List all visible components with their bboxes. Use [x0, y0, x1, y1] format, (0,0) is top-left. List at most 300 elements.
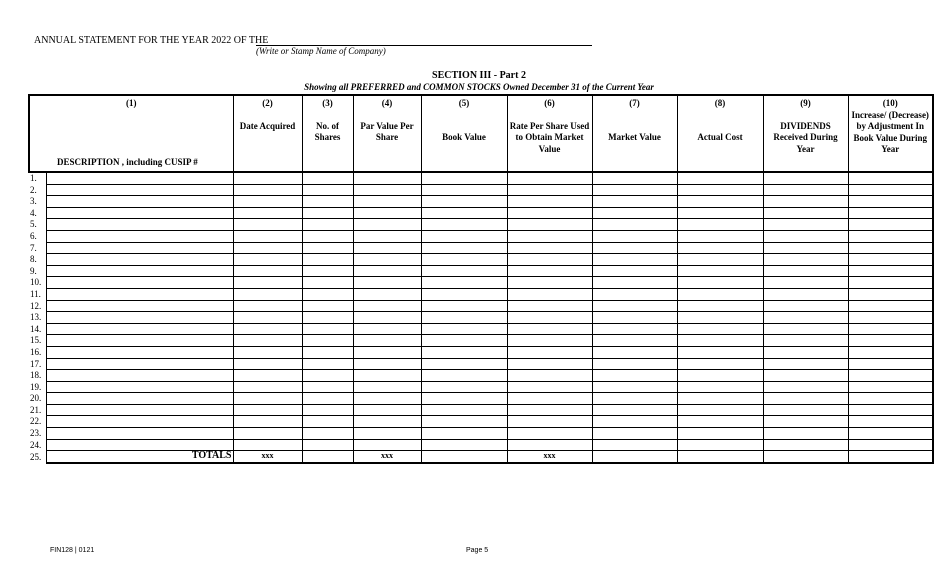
description-cell[interactable]	[46, 439, 233, 451]
no-of-shares-cell[interactable]	[302, 254, 353, 266]
column-number: (9)	[800, 98, 811, 108]
book-value-cell[interactable]	[421, 404, 507, 416]
increase-decrease-cell[interactable]	[848, 207, 933, 219]
row-number: 10.	[29, 277, 46, 289]
market-value-cell[interactable]	[592, 381, 677, 393]
date-acquired-cell[interactable]	[233, 370, 302, 382]
book-value-cell[interactable]	[421, 439, 507, 451]
dividends-cell[interactable]	[763, 312, 848, 324]
row-number: 5.	[29, 219, 46, 231]
no-of-shares-cell[interactable]	[302, 323, 353, 335]
increase-decrease-cell[interactable]	[848, 416, 933, 428]
row-number: 13.	[29, 312, 46, 324]
column-label: Par Value Per Share	[360, 120, 414, 142]
book-value-cell[interactable]	[421, 323, 507, 335]
increase-decrease-cell[interactable]	[848, 393, 933, 405]
dividends-cell[interactable]	[763, 184, 848, 196]
column-label: Actual Cost	[697, 131, 743, 142]
description-cell[interactable]	[46, 172, 233, 184]
increase-decrease-cell[interactable]	[848, 335, 933, 347]
increase-decrease-cell[interactable]	[848, 196, 933, 208]
dividends-cell[interactable]	[763, 254, 848, 266]
rate-per-share-cell[interactable]	[507, 219, 592, 231]
no-of-shares-cell[interactable]	[302, 277, 353, 289]
market-value-cell[interactable]	[592, 358, 677, 370]
table-row	[29, 393, 933, 405]
table-row	[29, 404, 933, 416]
increase-decrease-cell[interactable]	[848, 346, 933, 358]
table-row	[29, 230, 933, 242]
description-cell[interactable]	[46, 312, 233, 324]
no-of-shares-cell[interactable]	[302, 416, 353, 428]
description-cell[interactable]	[46, 265, 233, 277]
row-number: 14.	[29, 323, 46, 335]
rate-per-share-cell[interactable]	[507, 300, 592, 312]
market-value-cell[interactable]	[592, 300, 677, 312]
company-name-note: (Write or Stamp Name of Company)	[256, 46, 386, 56]
description-cell[interactable]	[46, 370, 233, 382]
description-cell[interactable]	[46, 196, 233, 208]
rate-per-share-cell[interactable]	[507, 358, 592, 370]
row-number: 7.	[29, 242, 46, 254]
no-of-shares-cell[interactable]	[302, 358, 353, 370]
no-of-shares-cell[interactable]	[302, 404, 353, 416]
par-value-cell[interactable]	[353, 207, 421, 219]
actual-cost-cell[interactable]	[677, 230, 763, 242]
dividends-cell[interactable]	[763, 428, 848, 440]
par-value-cell[interactable]	[353, 393, 421, 405]
column-number: (8)	[714, 98, 726, 108]
description-cell[interactable]	[46, 300, 233, 312]
actual-cost-cell[interactable]	[677, 404, 763, 416]
date-acquired-cell[interactable]	[233, 358, 302, 370]
book-value-cell[interactable]	[421, 416, 507, 428]
no-of-shares-cell[interactable]	[302, 184, 353, 196]
increase-decrease-cell[interactable]	[848, 358, 933, 370]
rate-per-share-cell[interactable]	[507, 254, 592, 266]
par-value-cell[interactable]	[353, 230, 421, 242]
actual-cost-cell[interactable]	[677, 265, 763, 277]
market-value-cell[interactable]	[592, 277, 677, 289]
actual-cost-cell[interactable]	[677, 172, 763, 184]
increase-decrease-cell[interactable]	[848, 172, 933, 184]
column-number: (7)	[629, 98, 640, 108]
market-value-cell[interactable]	[592, 207, 677, 219]
table-row	[29, 196, 933, 208]
totals-date-acquired: xxx	[233, 451, 302, 463]
row-number: 11.	[29, 288, 46, 300]
date-acquired-cell[interactable]	[233, 404, 302, 416]
par-value-cell[interactable]	[353, 416, 421, 428]
par-value-cell[interactable]	[353, 323, 421, 335]
book-value-cell[interactable]	[421, 428, 507, 440]
increase-decrease-cell[interactable]	[848, 312, 933, 324]
description-cell[interactable]	[46, 288, 233, 300]
increase-decrease-cell[interactable]	[848, 265, 933, 277]
actual-cost-cell[interactable]	[677, 393, 763, 405]
rate-per-share-cell[interactable]	[507, 381, 592, 393]
rate-per-share-cell[interactable]	[507, 370, 592, 382]
par-value-cell[interactable]	[353, 277, 421, 289]
totals-increase-decrease[interactable]	[848, 451, 933, 463]
market-value-cell[interactable]	[592, 393, 677, 405]
market-value-cell[interactable]	[592, 242, 677, 254]
stocks-table	[28, 94, 934, 464]
book-value-cell[interactable]	[421, 288, 507, 300]
par-value-cell[interactable]	[353, 358, 421, 370]
description-cell[interactable]	[46, 323, 233, 335]
description-cell[interactable]	[46, 277, 233, 289]
par-value-cell[interactable]	[353, 346, 421, 358]
date-acquired-cell[interactable]	[233, 196, 302, 208]
par-value-cell[interactable]	[353, 172, 421, 184]
table-row	[29, 439, 933, 451]
description-cell[interactable]	[46, 254, 233, 266]
rate-per-share-cell[interactable]	[507, 346, 592, 358]
rate-per-share-cell[interactable]	[507, 265, 592, 277]
book-value-cell[interactable]	[421, 219, 507, 231]
market-value-cell[interactable]	[592, 288, 677, 300]
actual-cost-cell[interactable]	[677, 323, 763, 335]
increase-decrease-cell[interactable]	[848, 242, 933, 254]
row-number: 18.	[29, 370, 46, 382]
table-row	[29, 416, 933, 428]
dividends-cell[interactable]	[763, 242, 848, 254]
row-number: 19.	[29, 381, 46, 393]
actual-cost-cell[interactable]	[677, 370, 763, 382]
column-label: DESCRIPTION , including CUSIP #	[57, 156, 198, 167]
page-number: Page 5	[466, 547, 489, 554]
par-value-cell[interactable]	[353, 370, 421, 382]
rate-per-share-cell[interactable]	[507, 207, 592, 219]
increase-decrease-cell[interactable]	[848, 184, 933, 196]
rate-per-share-cell[interactable]	[507, 323, 592, 335]
description-cell[interactable]	[46, 428, 233, 440]
description-cell[interactable]	[46, 230, 233, 242]
column-number: (5)	[458, 98, 470, 108]
date-acquired-cell[interactable]	[233, 207, 302, 219]
book-value-cell[interactable]	[421, 346, 507, 358]
no-of-shares-cell[interactable]	[302, 219, 353, 231]
description-cell[interactable]	[46, 416, 233, 428]
dividends-cell[interactable]	[763, 277, 848, 289]
totals-no-of-shares[interactable]	[302, 451, 353, 463]
dividends-cell[interactable]	[763, 393, 848, 405]
book-value-cell[interactable]	[421, 381, 507, 393]
market-value-cell[interactable]	[592, 172, 677, 184]
date-acquired-cell[interactable]	[233, 242, 302, 254]
market-value-cell[interactable]	[592, 312, 677, 324]
column-number: (2)	[262, 98, 273, 108]
table-row	[29, 254, 933, 266]
increase-decrease-cell[interactable]	[848, 300, 933, 312]
dividends-cell[interactable]	[763, 219, 848, 231]
actual-cost-cell[interactable]	[677, 428, 763, 440]
column-header-no-of-shares	[302, 95, 353, 172]
actual-cost-cell[interactable]	[677, 346, 763, 358]
rate-per-share-cell[interactable]	[507, 335, 592, 347]
table-header-row	[29, 95, 933, 172]
actual-cost-cell[interactable]	[677, 277, 763, 289]
book-value-cell[interactable]	[421, 335, 507, 347]
par-value-cell[interactable]	[353, 265, 421, 277]
date-acquired-cell[interactable]	[233, 172, 302, 184]
rate-per-share-cell[interactable]	[507, 277, 592, 289]
column-label: No. of Shares	[314, 120, 341, 142]
market-value-cell[interactable]	[592, 254, 677, 266]
column-number: (4)	[381, 98, 393, 108]
par-value-cell[interactable]	[353, 312, 421, 324]
no-of-shares-cell[interactable]	[302, 428, 353, 440]
description-cell[interactable]	[46, 184, 233, 196]
book-value-cell[interactable]	[421, 277, 507, 289]
par-value-cell[interactable]	[353, 428, 421, 440]
increase-decrease-cell[interactable]	[848, 428, 933, 440]
par-value-cell[interactable]	[353, 381, 421, 393]
totals-book-value[interactable]	[421, 451, 507, 463]
market-value-cell[interactable]	[592, 428, 677, 440]
dividends-cell[interactable]	[763, 346, 848, 358]
rate-per-share-cell[interactable]	[507, 416, 592, 428]
market-value-cell[interactable]	[592, 265, 677, 277]
date-acquired-cell[interactable]	[233, 184, 302, 196]
date-acquired-cell[interactable]	[233, 300, 302, 312]
par-value-cell[interactable]	[353, 439, 421, 451]
no-of-shares-cell[interactable]	[302, 230, 353, 242]
rate-per-share-cell[interactable]	[507, 184, 592, 196]
row-number: 22.	[29, 416, 46, 428]
actual-cost-cell[interactable]	[677, 439, 763, 451]
no-of-shares-cell[interactable]	[302, 370, 353, 382]
dividends-cell[interactable]	[763, 381, 848, 393]
column-label: Increase/ (Decrease) by Adjustment In Book Value During Year	[851, 109, 929, 154]
dividends-cell[interactable]	[763, 300, 848, 312]
date-acquired-cell[interactable]	[233, 428, 302, 440]
table-row	[29, 335, 933, 347]
par-value-cell[interactable]	[353, 242, 421, 254]
increase-decrease-cell[interactable]	[848, 277, 933, 289]
no-of-shares-cell[interactable]	[302, 207, 353, 219]
date-acquired-cell[interactable]	[233, 381, 302, 393]
description-cell[interactable]	[46, 335, 233, 347]
description-cell[interactable]	[46, 404, 233, 416]
market-value-cell[interactable]	[592, 323, 677, 335]
dividends-cell[interactable]	[763, 196, 848, 208]
no-of-shares-cell[interactable]	[302, 242, 353, 254]
date-acquired-cell[interactable]	[233, 277, 302, 289]
actual-cost-cell[interactable]	[677, 300, 763, 312]
row-number: 17.	[29, 358, 46, 370]
date-acquired-cell[interactable]	[233, 288, 302, 300]
dividends-cell[interactable]	[763, 370, 848, 382]
rate-per-share-cell[interactable]	[507, 288, 592, 300]
book-value-cell[interactable]	[421, 312, 507, 324]
market-value-cell[interactable]	[592, 404, 677, 416]
date-acquired-cell[interactable]	[233, 219, 302, 231]
date-acquired-cell[interactable]	[233, 393, 302, 405]
rate-per-share-cell[interactable]	[507, 242, 592, 254]
no-of-shares-cell[interactable]	[302, 265, 353, 277]
row-number: 15.	[29, 335, 46, 347]
date-acquired-cell[interactable]	[233, 323, 302, 335]
book-value-cell[interactable]	[421, 254, 507, 266]
column-header-description	[29, 95, 233, 172]
date-acquired-cell[interactable]	[233, 346, 302, 358]
rate-per-share-cell[interactable]	[507, 172, 592, 184]
date-acquired-cell[interactable]	[233, 335, 302, 347]
no-of-shares-cell[interactable]	[302, 288, 353, 300]
no-of-shares-cell[interactable]	[302, 312, 353, 324]
no-of-shares-cell[interactable]	[302, 393, 353, 405]
no-of-shares-cell[interactable]	[302, 196, 353, 208]
description-cell[interactable]	[46, 381, 233, 393]
column-header-par-value	[353, 95, 421, 172]
actual-cost-cell[interactable]	[677, 242, 763, 254]
actual-cost-cell[interactable]	[677, 335, 763, 347]
book-value-cell[interactable]	[421, 265, 507, 277]
column-label: DIVIDENDS Received During Year	[773, 120, 838, 154]
book-value-cell[interactable]	[421, 242, 507, 254]
par-value-cell[interactable]	[353, 196, 421, 208]
increase-decrease-cell[interactable]	[848, 230, 933, 242]
book-value-cell[interactable]	[421, 196, 507, 208]
market-value-cell[interactable]	[592, 335, 677, 347]
book-value-cell[interactable]	[421, 230, 507, 242]
row-number: 24.	[29, 439, 46, 451]
column-header-book-value	[421, 95, 507, 172]
row-number: 1.	[29, 172, 46, 184]
actual-cost-cell[interactable]	[677, 207, 763, 219]
totals-label: TOTALS	[46, 451, 233, 463]
actual-cost-cell[interactable]	[677, 184, 763, 196]
market-value-cell[interactable]	[592, 370, 677, 382]
description-cell[interactable]	[46, 358, 233, 370]
dividends-cell[interactable]	[763, 335, 848, 347]
increase-decrease-cell[interactable]	[848, 404, 933, 416]
table-row	[29, 219, 933, 231]
par-value-cell[interactable]	[353, 404, 421, 416]
actual-cost-cell[interactable]	[677, 196, 763, 208]
description-cell[interactable]	[46, 207, 233, 219]
rate-per-share-cell[interactable]	[507, 439, 592, 451]
market-value-cell[interactable]	[592, 219, 677, 231]
rate-per-share-cell[interactable]	[507, 428, 592, 440]
rate-per-share-cell[interactable]	[507, 230, 592, 242]
column-label: Market Value	[608, 131, 661, 142]
market-value-cell[interactable]	[592, 346, 677, 358]
actual-cost-cell[interactable]	[677, 358, 763, 370]
actual-cost-cell[interactable]	[677, 416, 763, 428]
par-value-cell[interactable]	[353, 219, 421, 231]
increase-decrease-cell[interactable]	[848, 288, 933, 300]
dividends-cell[interactable]	[763, 207, 848, 219]
rate-per-share-cell[interactable]	[507, 312, 592, 324]
table-row	[29, 288, 933, 300]
market-value-cell[interactable]	[592, 196, 677, 208]
dividends-cell[interactable]	[763, 323, 848, 335]
par-value-cell[interactable]	[353, 254, 421, 266]
actual-cost-cell[interactable]	[677, 254, 763, 266]
market-value-cell[interactable]	[592, 230, 677, 242]
dividends-cell[interactable]	[763, 358, 848, 370]
row-number: 23.	[29, 428, 46, 440]
book-value-cell[interactable]	[421, 393, 507, 405]
increase-decrease-cell[interactable]	[848, 323, 933, 335]
book-value-cell[interactable]	[421, 300, 507, 312]
market-value-cell[interactable]	[592, 184, 677, 196]
increase-decrease-cell[interactable]	[848, 370, 933, 382]
book-value-cell[interactable]	[421, 172, 507, 184]
description-cell[interactable]	[46, 346, 233, 358]
actual-cost-cell[interactable]	[677, 288, 763, 300]
book-value-cell[interactable]	[421, 358, 507, 370]
par-value-cell[interactable]	[353, 184, 421, 196]
actual-cost-cell[interactable]	[677, 312, 763, 324]
date-acquired-cell[interactable]	[233, 265, 302, 277]
dividends-cell[interactable]	[763, 288, 848, 300]
description-cell[interactable]	[46, 242, 233, 254]
date-acquired-cell[interactable]	[233, 230, 302, 242]
no-of-shares-cell[interactable]	[302, 172, 353, 184]
par-value-cell[interactable]	[353, 300, 421, 312]
rate-per-share-cell[interactable]	[507, 393, 592, 405]
date-acquired-cell[interactable]	[233, 416, 302, 428]
increase-decrease-cell[interactable]	[848, 254, 933, 266]
totals-actual-cost[interactable]	[677, 451, 763, 463]
increase-decrease-cell[interactable]	[848, 219, 933, 231]
date-acquired-cell[interactable]	[233, 254, 302, 266]
market-value-cell[interactable]	[592, 416, 677, 428]
dividends-cell[interactable]	[763, 416, 848, 428]
increase-decrease-cell[interactable]	[848, 381, 933, 393]
dividends-cell[interactable]	[763, 230, 848, 242]
no-of-shares-cell[interactable]	[302, 439, 353, 451]
rate-per-share-cell[interactable]	[507, 196, 592, 208]
increase-decrease-cell[interactable]	[848, 439, 933, 451]
rate-per-share-cell[interactable]	[507, 404, 592, 416]
actual-cost-cell[interactable]	[677, 219, 763, 231]
date-acquired-cell[interactable]	[233, 312, 302, 324]
table-row	[29, 370, 933, 382]
dividends-cell[interactable]	[763, 439, 848, 451]
no-of-shares-cell[interactable]	[302, 381, 353, 393]
table-row	[29, 277, 933, 289]
book-value-cell[interactable]	[421, 207, 507, 219]
par-value-cell[interactable]	[353, 288, 421, 300]
no-of-shares-cell[interactable]	[302, 335, 353, 347]
market-value-cell[interactable]	[592, 439, 677, 451]
dividends-cell[interactable]	[763, 265, 848, 277]
dividends-cell[interactable]	[763, 172, 848, 184]
table-body	[29, 172, 933, 463]
book-value-cell[interactable]	[421, 184, 507, 196]
totals-dividends[interactable]	[763, 451, 848, 463]
actual-cost-cell[interactable]	[677, 381, 763, 393]
no-of-shares-cell[interactable]	[302, 300, 353, 312]
description-cell[interactable]	[46, 219, 233, 231]
table-row	[29, 172, 933, 184]
row-number: 20.	[29, 393, 46, 405]
description-cell[interactable]	[46, 393, 233, 405]
dividends-cell[interactable]	[763, 404, 848, 416]
no-of-shares-cell[interactable]	[302, 346, 353, 358]
date-acquired-cell[interactable]	[233, 439, 302, 451]
book-value-cell[interactable]	[421, 370, 507, 382]
par-value-cell[interactable]	[353, 335, 421, 347]
stocks-table-wrapper	[28, 94, 932, 464]
totals-market-value[interactable]	[592, 451, 677, 463]
section-subtitle: Showing all PREFERRED and COMMON STOCKS Owned December 31 of the Current Year	[304, 82, 654, 92]
